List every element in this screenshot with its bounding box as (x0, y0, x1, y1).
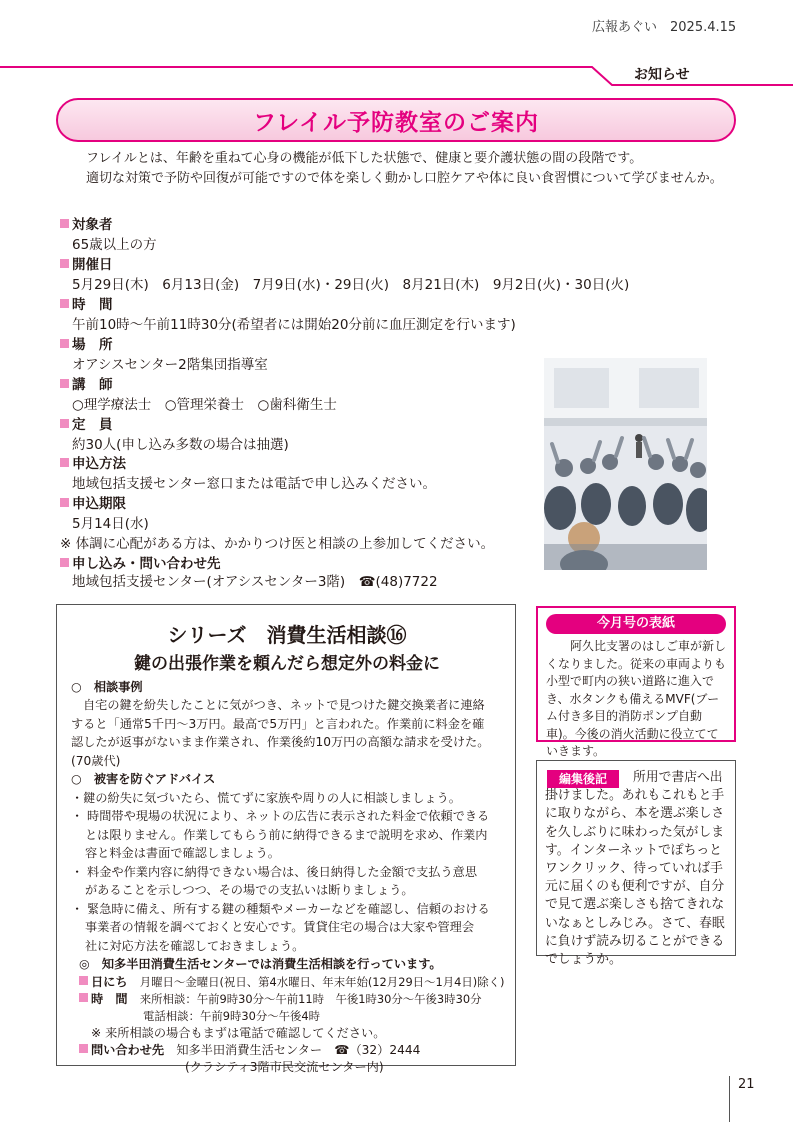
detail-value-time: 午前10時～午前11時30分(希望者には開始20分前に血圧測定を行います) (72, 317, 516, 333)
pink-square-icon (79, 976, 88, 985)
intro-paragraph-2 (70, 169, 750, 189)
pink-square-icon (60, 339, 69, 348)
advice-line: があることを示しつつ、その場での支払いは断りましょう。 (85, 883, 414, 897)
detail-heading-place (60, 336, 113, 354)
cover-story-box (536, 606, 736, 758)
pink-square-icon (60, 259, 69, 268)
advice-line: ・ 料金や作業内容に納得できない場合は、後日納得した金額で支払う意思 (71, 864, 478, 879)
contact-value: 地域包括支援センター(オアシスセンター3階) ☎(48)7722 (72, 574, 438, 590)
editor-note-box (536, 760, 736, 968)
detail-heading-date (60, 256, 113, 274)
detail-value-date: 5月29日(木) 6月13日(金) 7月9日(水)・29日(火) 8月21日(木) 9月2日(火)・30日(火) (72, 277, 630, 293)
center-days (79, 973, 511, 992)
advice-heading: ○ 被害を防ぐアドバイス (71, 772, 216, 786)
detail-value-lecturer: ○理学療法士 ○管理栄養士 ○歯科衛生士 (72, 397, 337, 413)
exercise-class-photo (544, 358, 707, 570)
detail-value-place: オアシスセンター2階集団指導室 (72, 357, 268, 373)
detail-heading-capacity (60, 416, 113, 434)
advice-line: ・ 緊急時に備え、所有する鍵の種類やメーカーなどを確認し、信頼のおける (71, 901, 490, 916)
center-inquiry (79, 1041, 420, 1060)
title-banner (56, 98, 736, 142)
detail-heading-deadline (60, 495, 126, 513)
health-note: ※ 体調に心配がある方は、かかりつけ医と相談の上参加してください。 (60, 536, 495, 552)
detail-label: 定 員 (72, 417, 113, 433)
detail-label: 申込期限 (72, 496, 126, 512)
detail-label: 時 間 (72, 297, 113, 313)
contact-label: 申し込み・問い合わせ先 (72, 556, 221, 572)
detail-label: 開催日 (72, 257, 113, 273)
case-line: 自宅の鍵を紛失したことに気がつき、ネットで見つけた鍵交換業者に連絡 (83, 698, 485, 712)
pink-square-icon (60, 558, 69, 567)
pink-square-icon (79, 1044, 88, 1053)
pink-square-icon (60, 379, 69, 388)
publication-date: 広報あぐい 2025.4.15 (592, 20, 737, 35)
time-value-phone: 電話相談：午前9時30分～午後4時 (143, 1009, 321, 1023)
intro-paragraph-1: フレイルとは、年齢を重ねて心身の機能が低下した状態で、健康と要介護状態の間の段階です。 (86, 151, 643, 166)
editor-badge: 編集後記 (547, 770, 619, 788)
detail-value-method: 地域包括支援センター窓口または電話で申し込みください。 (72, 476, 436, 492)
advice-line: とは限りません。作業してもらう前に納得できるまで説明を求め、作業内 (85, 827, 488, 842)
inquiry-sub: (クラシティ3階市民交流センター内) (185, 1060, 384, 1074)
center-time (79, 990, 515, 1009)
detail-heading-lecturer (60, 376, 113, 394)
pink-square-icon (60, 419, 69, 428)
pink-square-icon (60, 219, 69, 228)
pink-square-icon (79, 993, 88, 1002)
case-heading: ○ 相談事例 (71, 680, 143, 694)
editor-text (545, 769, 731, 969)
detail-label: 申込方法 (72, 456, 126, 472)
page-title: フレイル予防教室のご案内 (253, 109, 539, 136)
editor-body: 所用で書店へ出掛けました。あれもこれもと手に取りながら、本を選ぶ楽しさを久しぶりに味わった気がします。インターネットでぽちっとワンクリック、待っていれば手元に届くのも便利ですが、自分で見て選ぶ楽しさも捨てきれないなぁとしみじみ。さて、春眠に負けず読み切ることができるでしょうか。 (545, 770, 725, 968)
consumer-series-title: シリーズ 消費生活相談⑯ (167, 623, 407, 647)
header-rule (0, 66, 592, 68)
time-note: ※ 来所相談の場合もまずは電話で確認してください。 (91, 1026, 386, 1040)
detail-heading-method (60, 455, 126, 473)
case-line: すると「通常5千円～3万円。最高で5万円」と言われた。作業前に料金を確 (71, 716, 485, 731)
page-number: 21 (738, 1077, 755, 1092)
detail-value-capacity: 約30人(申し込み多数の場合は抽選) (72, 437, 289, 453)
advice-line: ・ 時間帯や現場の状況により、ネットの広告に表示された料金で依頼できる (71, 809, 490, 823)
pink-square-icon (60, 498, 69, 507)
time-value-visit: 来所相談：午前9時30分～午前11時 午後1時30分～午後3時30分 (139, 992, 482, 1006)
days-value: 月曜日～金曜日(祝日、第4水曜日、年末年始(12月29日～1月4日)除く) (139, 975, 505, 989)
advice-line: 容と料金は書面で確認しましょう。 (85, 846, 280, 860)
detail-label: 対象者 (72, 217, 113, 233)
contact-heading (60, 555, 221, 573)
detail-label: 場 所 (72, 337, 113, 353)
cover-text: 阿久比支署のはしご車が新しくなりました。従来の車両よりも小型で町内の狭い道路に進入でき、水タンクも備えるMVF(ブーム付き多目的消防ポンプ自動車)。今後の消火活動に役立てていきます。 (546, 639, 727, 758)
section-label: お知らせ (634, 67, 690, 83)
inquiry-value: 知多半田消費生活センター ☎（32）2444 (176, 1043, 421, 1057)
intro-text-2: 適切な対策で予防や回復が可能ですので体を楽しく動かし口腔ケアや体に良い食習慣について学びませんか。 (86, 171, 723, 186)
detail-value-deadline: 5月14日(水) (72, 516, 149, 532)
advice-line: ・鍵の紛失に気づいたら、慌てずに家族や周りの人に相談しましょう。 (71, 790, 461, 805)
consumer-subtitle: 鍵の出張作業を頼んだら想定外の料金に (134, 654, 440, 674)
detail-label: 講 師 (72, 377, 113, 393)
case-line: (70歳代) (71, 753, 121, 768)
detail-value-target: 65歳以上の方 (72, 237, 157, 253)
case-line: 認したが返事がないまま作業され、作業後約10万円の高額な請求を受けた。 (71, 735, 490, 749)
advice-line: 社に対応方法を確認しておきましょう。 (85, 938, 305, 953)
days-label: 日にち (91, 975, 128, 989)
inquiry-label: 問い合わせ先 (91, 1043, 165, 1057)
page-number-rule (729, 1076, 730, 1122)
time-label: 時 間 (91, 992, 128, 1006)
advice-line: 事業者の情報を調べておくと安心です。賃貸住宅の場合は大家や管理会 (85, 920, 475, 934)
consumer-consultation-box (56, 604, 516, 1074)
detail-heading-target (60, 216, 113, 234)
cover-title: 今月号の表紙 (546, 614, 726, 634)
pink-square-icon (60, 458, 69, 467)
pink-square-icon (60, 299, 69, 308)
detail-heading-time (60, 296, 113, 314)
center-heading: ◎ 知多半田消費生活センターでは消費生活相談を行っています。 (79, 957, 442, 971)
